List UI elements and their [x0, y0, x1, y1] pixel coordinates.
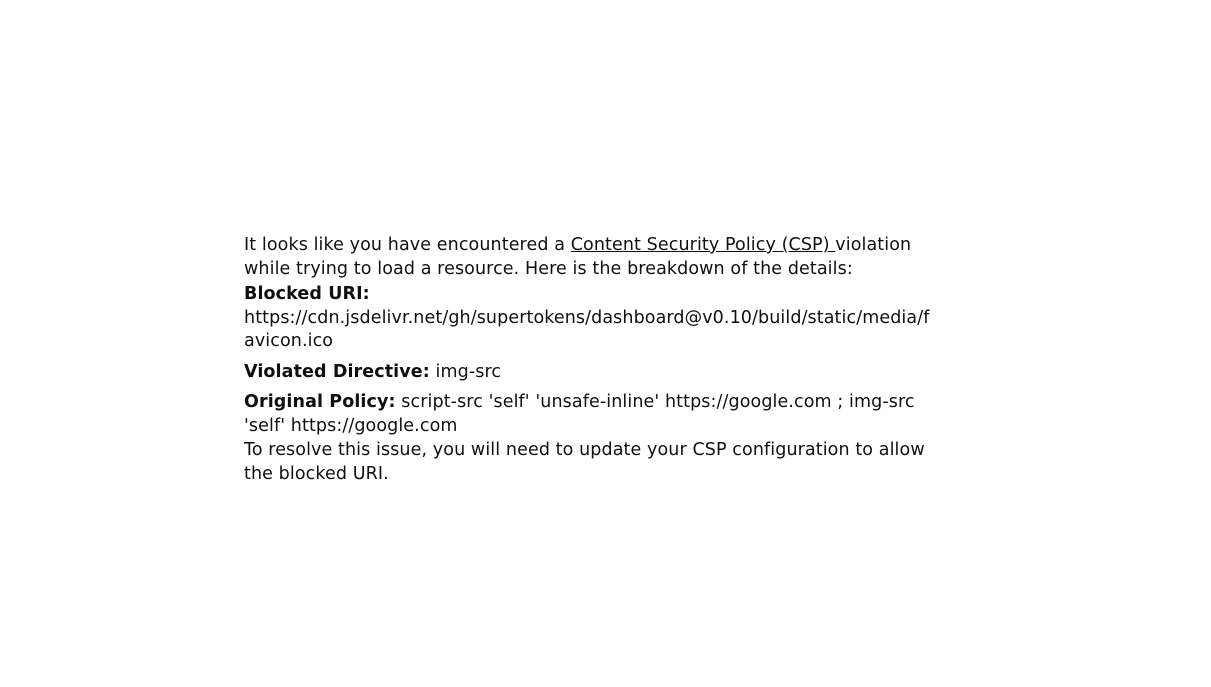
original-policy-section	[244, 391, 934, 438]
intro-text-before-link: It looks like you have encountered a	[244, 235, 571, 255]
violated-directive-label: Violated Directive:	[244, 361, 430, 382]
resolution-paragraph: To resolve this issue, you will need to update your CSP configuration to allow the blocked URI.	[244, 440, 925, 484]
csp-link[interactable]: Content Security Policy (CSP)	[570, 235, 836, 255]
violated-directive-value: img-src	[435, 361, 502, 382]
violated-directive-section	[244, 361, 934, 385]
csp-violation-report	[244, 234, 934, 486]
blocked-uri-label: Blocked URI:	[244, 284, 370, 304]
blocked-uri-section	[244, 283, 934, 354]
original-policy-label: Original Policy:	[244, 392, 396, 412]
blocked-uri-value: https://cdn.jsdelivr.net/gh/supertokens/dashboard@v0.10/build/static/media/favicon.ico	[244, 307, 930, 351]
intro-paragraph	[244, 234, 934, 281]
intro-text-after-link: violation while trying to load a resource. Here is the breakdown of the details:	[244, 235, 912, 279]
original-policy-value: script-src 'self' 'unsafe-inline' https://google.com ; img-src 'self' https://google.com	[244, 392, 915, 436]
